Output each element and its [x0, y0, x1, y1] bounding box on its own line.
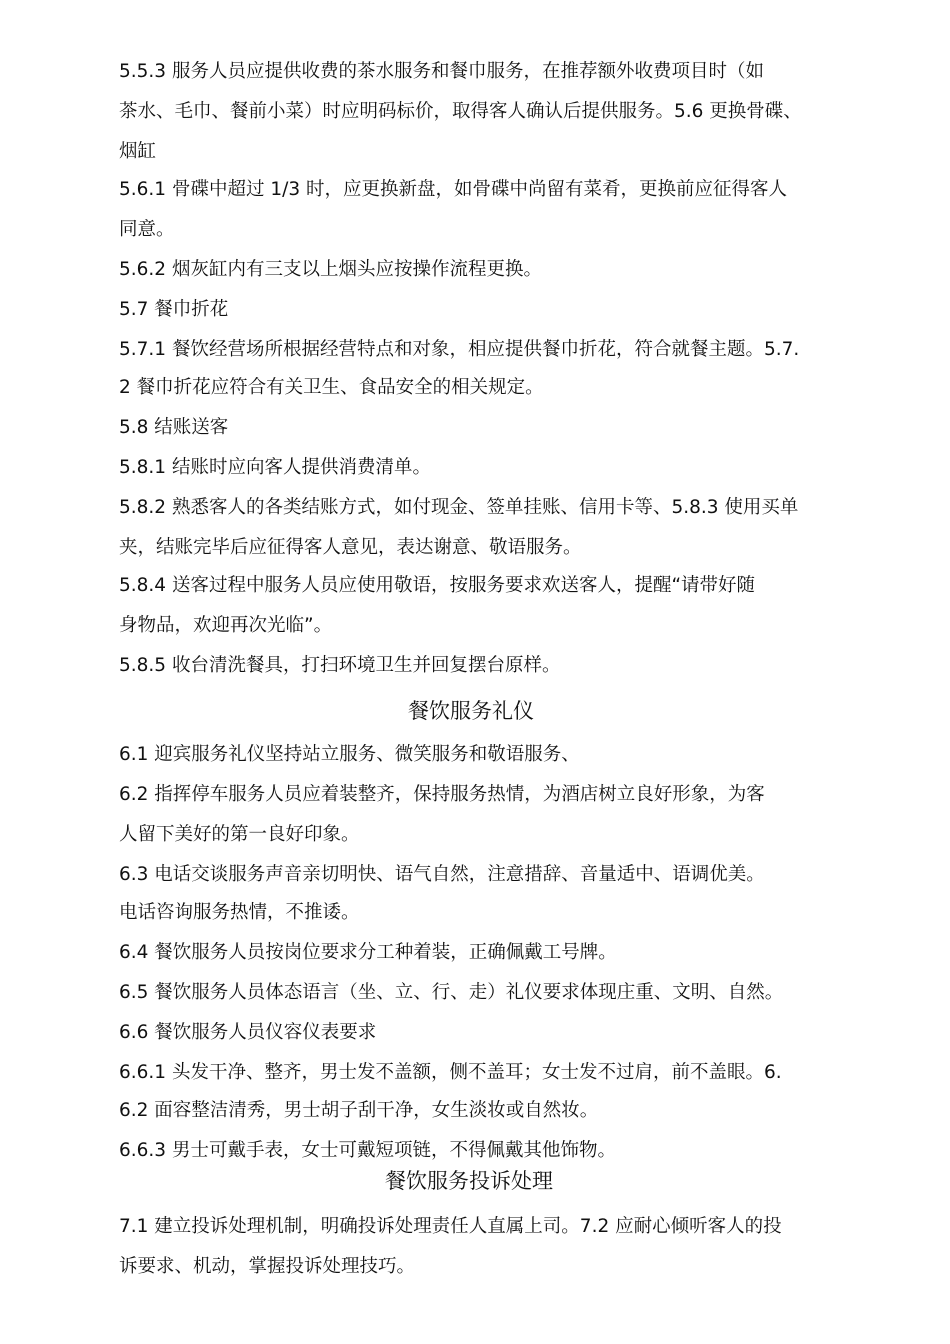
text-line: 6.6.3 男士可戴手表，女士可戴短项链，不得佩戴其他饰物。	[119, 1140, 616, 1161]
text-line: 6.2 指挥停车服务人员应着装整齐，保持服务热情，为酒店树立良好形象，为客	[119, 784, 765, 805]
text-line: 人留下美好的第一良好印象。	[119, 824, 360, 845]
text-line: 5.6.2 烟灰缸内有三支以上烟头应按操作流程更换。	[119, 259, 542, 280]
text-line: 7.1 建立投诉处理机制，明确投诉处理责任人直属上司。7.2 应耐心倾听客人的投	[119, 1216, 782, 1237]
text-line: 诉要求、机动，掌握投诉处理技巧。	[119, 1256, 416, 1277]
text-line: 电话咨询服务热情，不推诿。	[119, 902, 360, 923]
text-line: 2 餐巾折花应符合有关卫生、食品安全的相关规定。	[119, 377, 544, 398]
text-line: 6.1 迎宾服务礼仪坚持站立服务、微笑服务和敬语服务、	[119, 744, 580, 765]
chapter-title: 餐饮服务投诉处理	[385, 1169, 553, 1193]
text-line: 5.7.1 餐饮经营场所根据经营特点和对象，相应提供餐巾折花，符合就餐主题。5.7.	[119, 339, 800, 360]
text-line: 5.5.3 服务人员应提供收费的茶水服务和餐巾服务，在推荐额外收费项目时（如	[119, 61, 764, 82]
text-line: 6.6.1 头发干净、整齐，男士发不盖额，侧不盖耳；女士发不过肩，前不盖眼。6.	[119, 1062, 782, 1083]
text-line: 6.5 餐饮服务人员体态语言（坐、立、行、走）礼仪要求体现庄重、文明、自然。	[119, 982, 784, 1003]
text-line: 同意。	[119, 219, 175, 240]
text-line: 6.3 电话交谈服务声音亲切明快、语气自然，注意措辞、音量适中、语调优美。	[119, 864, 765, 885]
text-line: 身物品，欢迎再次光临”。	[119, 615, 333, 636]
text-line: 5.8.5 收台清洗餐具，打扫环境卫生并回复摆台原样。	[119, 655, 561, 676]
section-heading: 6.6 餐饮服务人员仪容仪表要求	[119, 1022, 377, 1043]
text-line: 茶水、毛巾、餐前小菜）时应明码标价，取得客人确认后提供服务。5.6 更换骨碟、	[119, 101, 802, 122]
text-line: 5.8.4 送客过程中服务人员应使用敬语，按服务要求欢送客人，提醒“请带好随	[119, 575, 756, 596]
section-heading: 5.8 结账送客	[119, 417, 229, 438]
text-line: 6.4 餐饮服务人员按岗位要求分工种着装，正确佩戴工号牌。	[119, 942, 617, 963]
chapter-title: 餐饮服务礼仪	[408, 699, 534, 723]
text-line: 6.2 面容整洁清秀，男士胡子刮干净，女生淡妆或自然妆。	[119, 1100, 599, 1121]
section-heading: 5.7 餐巾折花	[119, 299, 229, 320]
text-line: 夹，结账完毕后应征得客人意见，表达谢意、敬语服务。	[119, 537, 582, 558]
text-line: 烟缸	[119, 141, 157, 162]
text-line: 5.8.1 结账时应向客人提供消费清单。	[119, 457, 431, 478]
text-line: 5.8.2 熟悉客人的各类结账方式，如付现金、签单挂账、信用卡等、5.8.3 使用买单	[119, 497, 799, 518]
text-line: 5.6.1 骨碟中超过 1/3 时，应更换新盘，如骨碟中尚留有菜肴，更换前应征得客人	[119, 179, 787, 200]
